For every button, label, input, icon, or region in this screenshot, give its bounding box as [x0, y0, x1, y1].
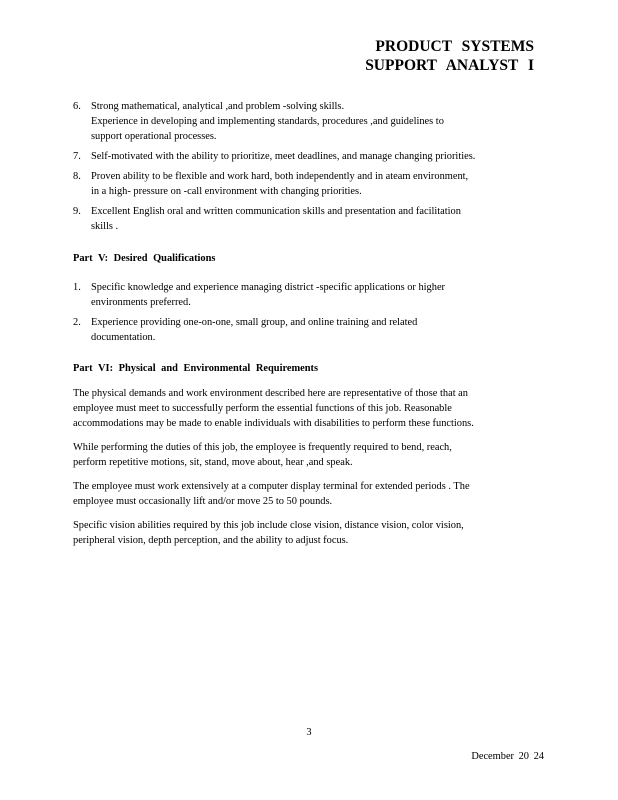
list-item	[73, 315, 545, 345]
item-text: Proven ability to be flexible and work hard, both independently and in ateam environment,	[91, 171, 469, 182]
list-item	[73, 169, 545, 199]
item-text: documentation.	[91, 332, 156, 343]
list-item	[73, 99, 545, 144]
list-item	[73, 149, 545, 164]
item-text: Self-motivated with the ability to prioritize, meet deadlines, and manage changing priorities.	[91, 151, 476, 162]
paragraph	[73, 518, 545, 548]
paragraph-line: While performing the duties of this job, the employee is frequently required to bend, reach,	[73, 442, 452, 453]
paragraph-line: employee must occasionally lift and/or move 25 to 50 pounds.	[73, 496, 333, 507]
skills-list	[73, 99, 545, 234]
paragraph-line: peripheral vision, depth perception, and the ability to adjust focus.	[73, 535, 349, 546]
paragraph-line: Specific vision abilities required by this job include close vision, distance vision, color vision,	[73, 520, 464, 531]
item-text: Excellent English oral and written communication skills and presentation and facilitation	[91, 206, 461, 217]
item-text: Experience in developing and implementing standards, procedures ,and guidelines to	[91, 116, 444, 127]
item-text: support operational processes.	[91, 131, 217, 142]
item-text: environments preferred.	[91, 297, 191, 308]
title-line-1: PRODUCT SYSTEMS	[375, 38, 534, 55]
item-number: 1.	[73, 282, 81, 293]
title-line-2: SUPPORT ANALYST I	[365, 57, 534, 74]
paragraph-line: perform repetitive motions, sit, stand, move about, hear ,and speak.	[73, 457, 353, 468]
footer-date: December 20 24	[471, 751, 544, 762]
item-number: 9.	[73, 206, 81, 217]
list-item	[73, 280, 545, 310]
document-body	[73, 99, 545, 557]
item-number: 2.	[73, 317, 81, 328]
item-text: skills .	[91, 221, 119, 232]
page-number: 3	[306, 727, 312, 738]
desired-qualifications-list	[73, 280, 545, 345]
paragraph	[73, 386, 545, 431]
item-text: Specific knowledge and experience managing district -specific applications or higher	[91, 282, 446, 293]
paragraph	[73, 440, 545, 470]
item-text: Experience providing one-on-one, small group, and online training and related	[91, 317, 418, 328]
item-text: in a high- pressure on -call environment with changing priorities.	[91, 186, 362, 197]
list-item	[73, 204, 545, 234]
section-heading-part-5: Part V: Desired Qualifications	[73, 253, 216, 264]
paragraph-line: The employee must work extensively at a computer display terminal for extended periods . The	[73, 481, 470, 492]
section-heading-part-6: Part VI: Physical and Environmental Requirements	[73, 363, 319, 374]
paragraph	[73, 479, 545, 509]
paragraph-line: accommodations may be made to enable individuals with disabilities to perform these functions.	[73, 418, 474, 429]
item-number: 6.	[73, 101, 81, 112]
item-text: Strong mathematical, analytical ,and problem -solving skills.	[91, 101, 345, 112]
item-number: 7.	[73, 151, 81, 162]
document-title	[365, 37, 534, 75]
item-number: 8.	[73, 171, 81, 182]
paragraph-line: The physical demands and work environment described here are representative of those that an	[73, 388, 468, 399]
paragraph-line: employee must meet to successfully perform the essential functions of this job. Reasonable	[73, 403, 452, 414]
